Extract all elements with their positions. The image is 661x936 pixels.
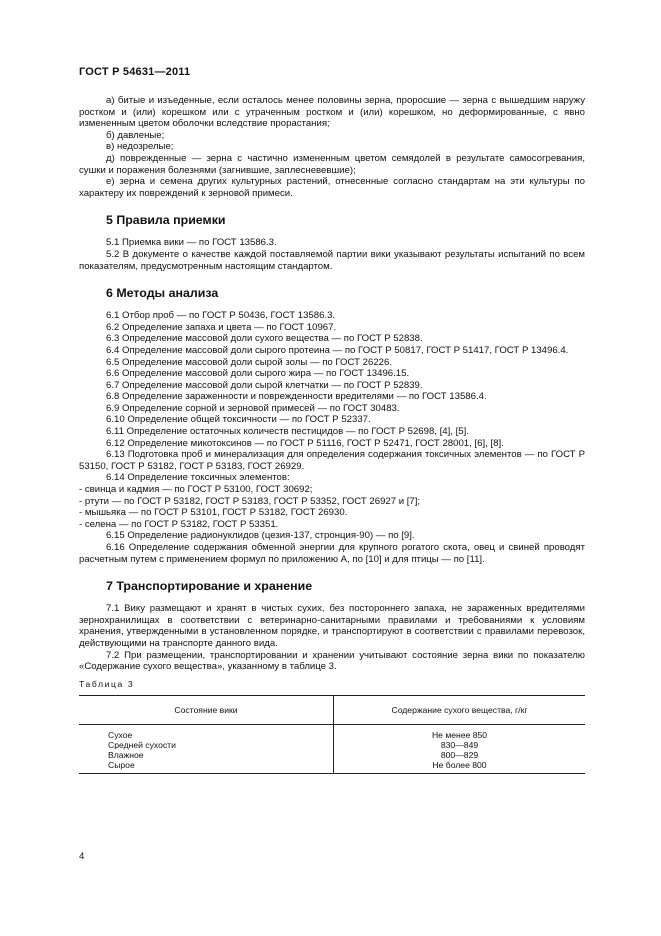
section-5-item: 5.1 Приемка вики — по ГОСТ 13586.3. xyxy=(106,237,277,249)
section-6-subitem: - селена — по ГОСТ Р 53182, ГОСТ Р 53351. xyxy=(79,518,279,530)
table-cell-value: 800—829 xyxy=(440,750,479,761)
section-6-item: 6.6 Определение массовой доли сырого жира — по ГОСТ 13496.15. xyxy=(106,368,410,380)
section-7-item: 7.2 При размещении, транспортировании и хранении учитывают состояние зерна вики по показателю «Содержание сухого вещества», указанному в таблице 3. xyxy=(79,649,585,673)
section-7-title: 7 Транспортирование и хранение xyxy=(106,579,313,594)
section-6-item: 6.11 Определение остаточных количеств пестицидов — по ГОСТ Р 52698, [4], [5]. xyxy=(106,426,469,438)
section-6-item: 6.9 Определение сорной и зерновой примесей — по ГОСТ 30483. xyxy=(106,402,400,414)
section-5-item: 5.2 В документе о качестве каждой поставляемой партии вики указывают результаты испытаний по всем показателям, предусмотренным настоящим стандартом. xyxy=(79,248,585,272)
section-6-item: 6.7 Определение массовой доли сырой клетчатки — по ГОСТ Р 52839. xyxy=(106,379,423,391)
table-3 xyxy=(79,695,585,774)
page-header-standard-code: ГОСТ Р 54631—2011 xyxy=(79,66,191,78)
table-row xyxy=(79,740,585,750)
page-number: 4 xyxy=(79,851,85,862)
section-6-item: 6.16 Определение содержания обменной энергии для крупного рогатого скота, овец и свиней проводят расчетным путем с применением формул по приложению А, по [10] и для птицы — по [11]. xyxy=(79,542,585,565)
table-cell-value: Не более 800 xyxy=(334,760,586,773)
section-6-title: 6 Методы анализа xyxy=(106,286,219,301)
table-row xyxy=(79,750,585,760)
section-6-item: 6.14 Определение токсичных элементов: xyxy=(106,472,290,484)
intro-item-b: б) давленые; xyxy=(106,129,165,141)
section-6-item: 6.3 Определение массовой доли сухого вещества — по ГОСТ Р 52838. xyxy=(106,333,423,345)
section-6-item: 6.8 Определение зараженности и поврежденности вредителями — по ГОСТ 13586.4. xyxy=(106,391,487,403)
section-6-subitem: - свинца и кадмия — по ГОСТ Р 53100, ГОСТ 30692; xyxy=(79,484,313,496)
section-6-item: 6.13 Подготовка проб и минерализация для определения содержания токсичных элементов — по ГОСТ Р 53150, ГОСТ Р 53182, ГОСТ Р 53183, ГОСТ 26929. xyxy=(79,449,585,472)
table-cell-state: Влажное xyxy=(79,750,334,760)
intro-item-a: а) битые и изъеденные, если осталось менее половины зерна, проросшие — зерна с вышедшим наружу ростком и (или) корешком или с утраченным ростком и (или) корешком, но деформированные, с явно измененным цветом оболочки вследствие прорастания; xyxy=(79,95,585,130)
intro-item-v: в) недозрелые; xyxy=(106,141,174,153)
table-header-dry-matter: Содержание сухого вещества, г/кг xyxy=(334,695,586,724)
section-6-item: 6.12 Определение микотоксинов — по ГОСТ Р 51116, ГОСТ Р 52471, ГОСТ 28001, [6], [8]. xyxy=(106,437,504,449)
table-row xyxy=(79,724,585,740)
section-6-item: 6.5 Определение массовой доли сырой золы — по ГОСТ 26226. xyxy=(106,356,393,368)
section-6-item: 6.2 Определение запаха и цвета — по ГОСТ 10967. xyxy=(106,321,337,333)
section-7-item: 7.1 Вику размещают и хранят в чистых сухих, без постороннего запаха, не зараженных вредителями зернохранилищах в соответствии с ветеринарно-санитарными правилами и требованиями к условиям хранения, утвержденными в установленном порядке, и транспортируют в соответствии с правилами перевозок, действующими на транспорте данного вида. xyxy=(79,603,585,649)
table-cell-value: Не менее 850 xyxy=(431,729,488,740)
section-6-subitem: - мышьяка — по ГОСТ Р 53101, ГОСТ Р 53182, ГОСТ 26930. xyxy=(79,507,348,519)
section-6-item: 6.4 Определение массовой доли сырого протеина — по ГОСТ Р 50817, ГОСТ Р 51417, ГОСТ Р 13496.4. xyxy=(106,344,569,356)
intro-list xyxy=(79,95,585,199)
intro-item-e: е) зерна и семена других культурных растений, отнесенные согласно стандартам на эти культуры по характеру их повреждений к зерновой примеси. xyxy=(79,176,585,199)
table-header-state: Состояние вики xyxy=(79,695,334,724)
intro-item-d: д) поврежденные — зерна с частично измененным цветом семядолей в результате самосогревания, сушки и поражения болезнями (загнившие, заплесневевшие); xyxy=(79,152,585,176)
page-content xyxy=(79,95,585,774)
table-cell-value: 830—849 xyxy=(440,739,479,750)
section-5-title: 5 Правила приемки xyxy=(106,213,226,228)
section-6-item: 6.10 Определение общей токсичности — по ГОСТ Р 52337. xyxy=(106,414,371,426)
table-cell-state: Средней сухости xyxy=(79,740,334,750)
section-6-item: 6.1 Отбор проб — по ГОСТ Р 50436, ГОСТ 13586.3. xyxy=(106,310,336,322)
table-caption: Таблица 3 xyxy=(79,678,135,689)
section-6-subitem: - ртути — по ГОСТ Р 53182, ГОСТ Р 53183, ГОСТ Р 53352, ГОСТ 26927 и [7]; xyxy=(79,495,421,507)
table-row xyxy=(79,760,585,773)
table-cell-state: Сырое xyxy=(79,760,334,773)
table-header-row xyxy=(79,695,585,724)
section-6-item: 6.15 Определение радионуклидов (цезия-137, стронция-90) — по [9]. xyxy=(106,530,415,542)
table-cell-state: Сухое xyxy=(79,724,334,740)
